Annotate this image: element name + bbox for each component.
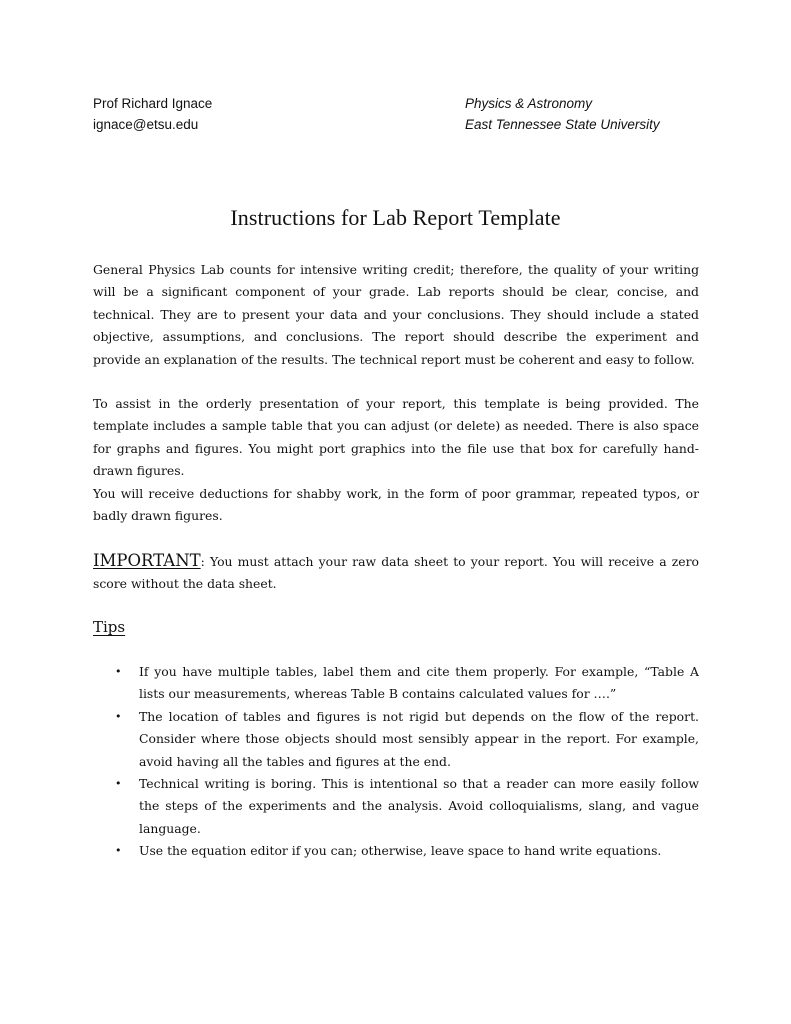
institution-block	[465, 93, 660, 135]
deductions-paragraph: You will receive deductions for shabby work, in the form of poor grammar, repeated typos, or badly drawn figures.	[93, 486, 699, 524]
important-label: IMPORTANT	[93, 551, 201, 570]
template-paragraph: To assist in the orderly presentation of your report, this template is being provided. The template includes a sample table that you can adjust (or delete) as needed. There is also space for graphs and figures. You might port graphics into the file use that box for carefully hand-drawn figures.	[93, 396, 699, 479]
list-item	[93, 773, 699, 840]
author-name: Prof Richard Ignace	[93, 96, 213, 111]
list-item	[93, 661, 699, 706]
author-block	[93, 93, 212, 135]
author-email: ignace@etsu.edu	[93, 117, 199, 132]
important-paragraph	[93, 550, 699, 596]
document-title: Instructions for Lab Report Template	[230, 205, 561, 230]
tips-heading: Tips	[93, 618, 126, 636]
university-name: East Tennessee State University	[465, 117, 660, 132]
intro-paragraph: General Physics Lab counts for intensive writing credit; therefore, the quality of your writing will be a significant component of your grade. Lab reports should be clear, concise, and technical. They are to present your data and your conclusions. They should include a stated objective, assumptions, and conclusions. The report should describe the experiment and provide an explanation of the results. The technical report must be coherent and easy to follow.	[93, 262, 699, 367]
tip-text: The location of tables and figures is not rigid but depends on the flow of the report. Consider where those objects should most sensibly appear in the report. For example, avoid having all the tables and figures at the end.	[139, 708, 699, 769]
important-text: : You must attach your raw data sheet to your report. You will receive a zero score without the data sheet.	[93, 554, 699, 592]
bullet-icon: •	[115, 777, 122, 791]
bullet-icon: •	[115, 709, 122, 723]
bullet-icon: •	[115, 665, 122, 678]
tip-text: Use the equation editor if you can; otherwise, leave space to hand write equations.	[139, 843, 662, 859]
list-item	[93, 706, 699, 773]
tip-text: If you have multiple tables, label them and cite them properly. For example, “Table A lists our measurements, whereas Table B contains calculated values for ….”	[139, 664, 699, 702]
bullet-icon: •	[115, 844, 122, 858]
department-name: Physics & Astronomy	[465, 96, 593, 111]
list-item	[93, 840, 699, 862]
tip-text: Technical writing is boring. This is intentional so that a reader can more easily follow the steps of the experiments and the analysis. Avoid colloquialisms, slang, and vague language.	[139, 776, 699, 836]
tips-list	[93, 661, 699, 863]
